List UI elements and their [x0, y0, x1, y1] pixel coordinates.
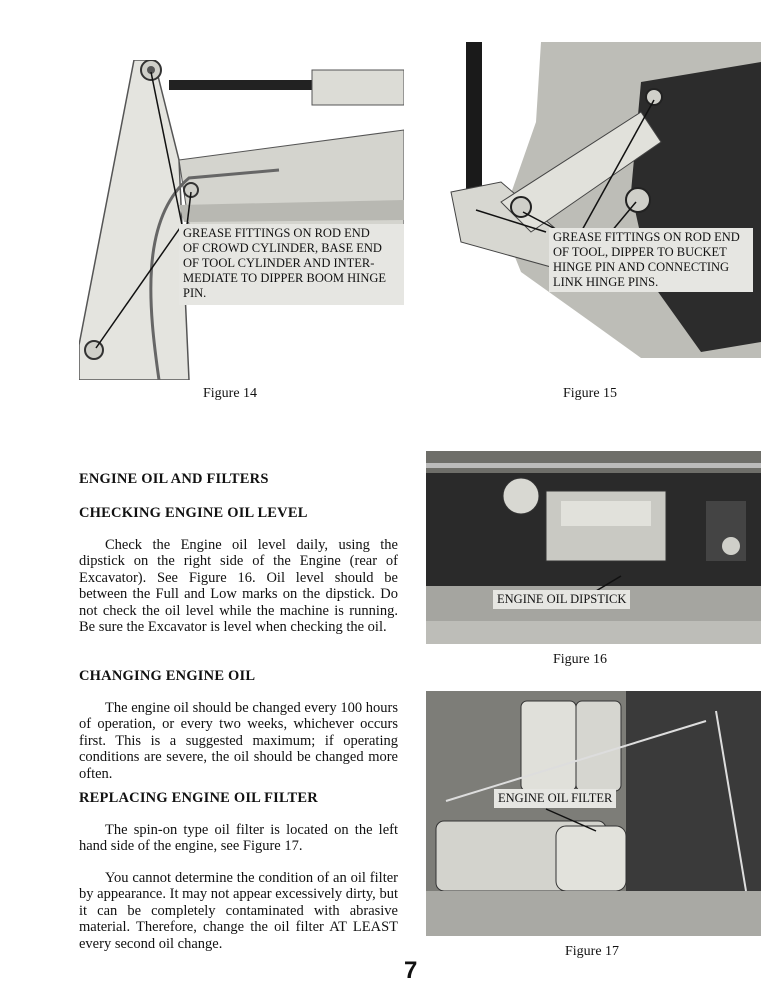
figure-15-callout-line: GREASE FITTINGS ON ROD END — [553, 230, 740, 244]
figure-16-callout: ENGINE OIL DIPSTICK — [493, 590, 630, 609]
figure-17-callout: ENGINE OIL FILTER — [494, 789, 616, 808]
figure-14-caption: Figure 14 — [203, 386, 258, 401]
section-heading-changing-engine-oil: CHANGING ENGINE OIL — [79, 668, 256, 684]
figure-16-photo — [426, 451, 761, 644]
paragraph-text: You cannot determine the condition of an oil filter by appearance. It may not appear excessively dirty, but it can be completely contaminated with abrasive material. Therefore, change the oil filter AT LEAST every second oil change. — [79, 870, 398, 952]
figure-17-caption: Figure 17 — [565, 944, 620, 959]
figure-14-photo — [79, 60, 404, 380]
paragraph-replacing-filter-2 — [79, 870, 398, 952]
paragraph-replacing-filter-1 — [79, 822, 398, 855]
figure-15-callout-line: LINK HINGE PINS. — [553, 275, 659, 289]
figure-14-callout-line: OF CROWD CYLINDER, BASE END — [183, 241, 382, 255]
section-heading-checking-engine-oil-level: CHECKING ENGINE OIL LEVEL — [79, 505, 308, 521]
paragraph-text: The spin-on type oil filter is located on the left hand side of the engine, see Figure 17. — [79, 822, 398, 855]
figure-15-caption: Figure 15 — [563, 386, 618, 401]
figure-15-photo — [441, 42, 761, 358]
figure-17-photo — [426, 691, 761, 936]
paragraph-text: The engine oil should be changed every 100 hours of operation, or every two weeks, whichever occurs first. This is a suggested maximum; if operating conditions are severe, the oil should be changed more often. — [79, 700, 398, 782]
figure-15-callout-line: HINGE PIN AND CONNECTING — [553, 260, 730, 274]
paragraph-text: Check the Engine oil level daily, using the dipstick on the right side of the Engine (rear of Excavator). See Figure 16. Oil level should be between the Full and Low marks on the dipstick. Do not check the oil level while the machine is running. Be sure the Excavator is level when checking the oil. — [79, 537, 398, 636]
figure-14-callout-line: MEDIATE TO DIPPER BOOM HINGE — [183, 271, 387, 285]
figure-16-caption: Figure 16 — [553, 652, 608, 667]
figure-15-callout-line: OF TOOL, DIPPER TO BUCKET — [553, 245, 727, 259]
figure-14-callout — [179, 224, 404, 305]
figure-14-callout-line: PIN. — [183, 286, 207, 300]
paragraph-checking-engine-oil — [79, 537, 398, 635]
figure-14-callout-line: GREASE FITTINGS ON ROD END — [183, 226, 370, 240]
section-heading-replacing-engine-oil-filter: REPLACING ENGINE OIL FILTER — [79, 790, 318, 806]
figure-15-callout — [549, 228, 753, 292]
section-heading-engine-oil-and-filters: ENGINE OIL AND FILTERS — [79, 471, 269, 487]
paragraph-changing-engine-oil — [79, 700, 398, 782]
page-number: 7 — [404, 957, 418, 984]
figure-14-callout-line: OF TOOL CYLINDER AND INTER- — [183, 256, 375, 270]
